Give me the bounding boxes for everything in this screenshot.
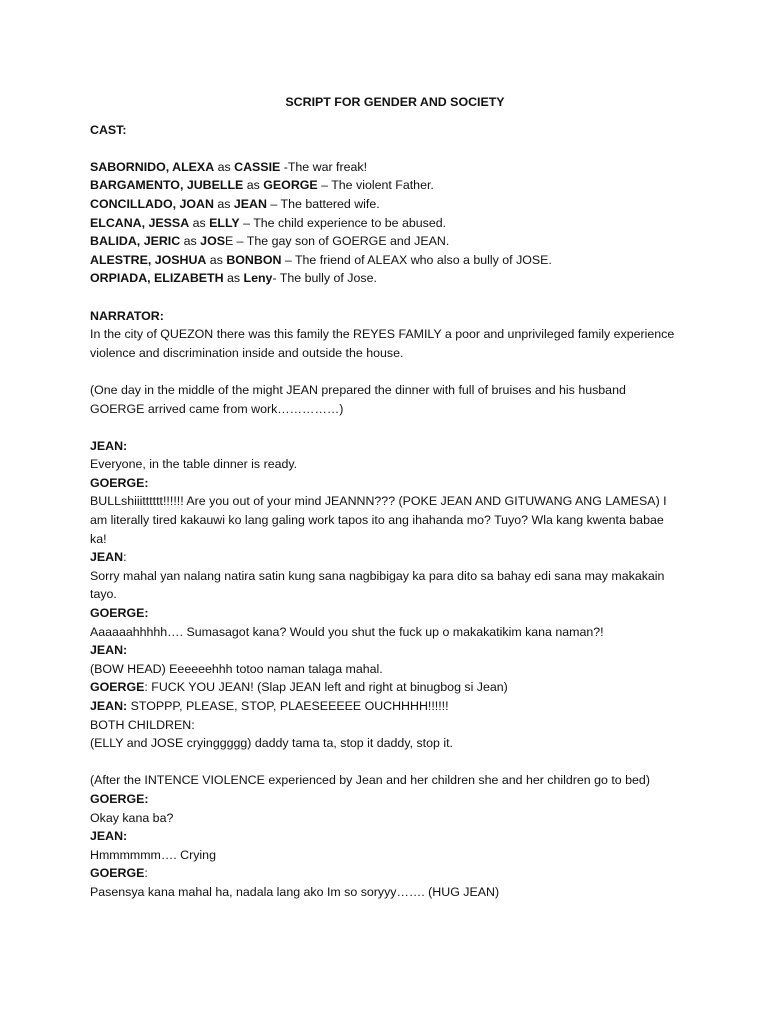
script-content [90,93,690,902]
speaker-label: JEAN: [90,829,128,844]
speaker-label: JEAN: [90,550,127,565]
cast-entry: BARGAMENTO, JUBELLE as GEORGE – The violent Father. [90,178,434,193]
dialogue-line: (BOW HEAD) Eeeeeehhh totoo naman talaga mahal. [90,661,383,676]
speaker-label: JEAN: [90,438,128,453]
cast-entry: ORPIADA, ELIZABETH as Leny- The bully of Jose. [90,271,377,286]
cast-entry: CONCILLADO, JOAN as JEAN – The battered wife. [90,196,380,211]
dialogue-line: Aaaaaahhhhh…. Sumasagot kana? Would you shut the fuck up o makakatikim kana naman?! [90,624,604,639]
speaker-label: JEAN: [90,643,128,658]
stage-direction: (One day in the middle of the might JEAN prepared the dinner with full of bruises and his husband [90,382,626,397]
narration-line: violence and discrimination inside and outside the house. [90,345,404,360]
dialogue-line: Hmmmmmm…. Crying [90,847,216,862]
dialogue-line: Sorry mahal yan nalang natira satin kung sana nagbibigay ka para dito sa bahay edi sana may makakain [90,568,665,583]
stage-direction: GOERGE arrived came from work……………) [90,401,344,416]
speaker-label: GOERGE: [90,475,149,490]
cast-entry: SABORNIDO, ALEXA as CASSIE -The war freak! [90,159,368,174]
cast-heading: CAST: [90,122,127,137]
document-title: SCRIPT FOR GENDER AND SOCIETY [285,95,505,109]
narration-line: In the city of QUEZON there was this family the REYES FAMILY a poor and unprivileged family experience [90,327,675,342]
dialogue-line: JEAN: STOPPP, PLEASE, STOP, PLAESEEEEE OUCHHHH!!!!!! [90,699,449,713]
cast-entry: ALESTRE, JOSHUA as BONBON – The friend of ALEAX who also a bully of JOSE. [90,252,552,267]
dialogue-line: tayo. [90,587,117,602]
dialogue-line: Okay kana ba? [90,810,174,825]
dialogue-line: am literally tired kakauwi ko lang galing work tapos ito ang ihahanda mo? Tuyo? Wla kang kwenta babae [90,513,664,528]
dialogue-line: Everyone, in the table dinner is ready. [90,457,298,472]
speaker-label: BOTH CHILDREN: [90,717,195,732]
speaker-label: GOERGE: [90,791,149,806]
speaker-label: GOERGE: [90,866,148,881]
narrator-label: NARRATOR: [90,308,164,323]
stage-direction: (After the INTENCE VIOLENCE experienced by Jean and her children she and her children go to bed) [90,773,650,788]
cast-entry: ELCANA, JESSA as ELLY – The child experience to be abused. [90,215,447,230]
dialogue-line: Pasensya kana mahal ha, nadala lang ako Im so soryyy……. (HUG JEAN) [90,884,500,899]
cast-entry: BALIDA, JERIC as JOSE – The gay son of GOERGE and JEAN. [90,234,450,249]
speaker-label: GOERGE: [90,606,149,621]
dialogue-line: BULLshiiitttttt!!!!!! Are you out of your mind JEANNN??? (POKE JEAN AND GITUWANG ANG LAMESA) I [90,494,667,509]
dialogue-line: GOERGE: FUCK YOU JEAN! (Slap JEAN left and right at binugbog si Jean) [90,680,508,695]
dialogue-line: ka! [90,531,107,546]
dialogue-line: (ELLY and JOSE cryinggggg) daddy tama ta, stop it daddy, stop it. [90,736,453,751]
